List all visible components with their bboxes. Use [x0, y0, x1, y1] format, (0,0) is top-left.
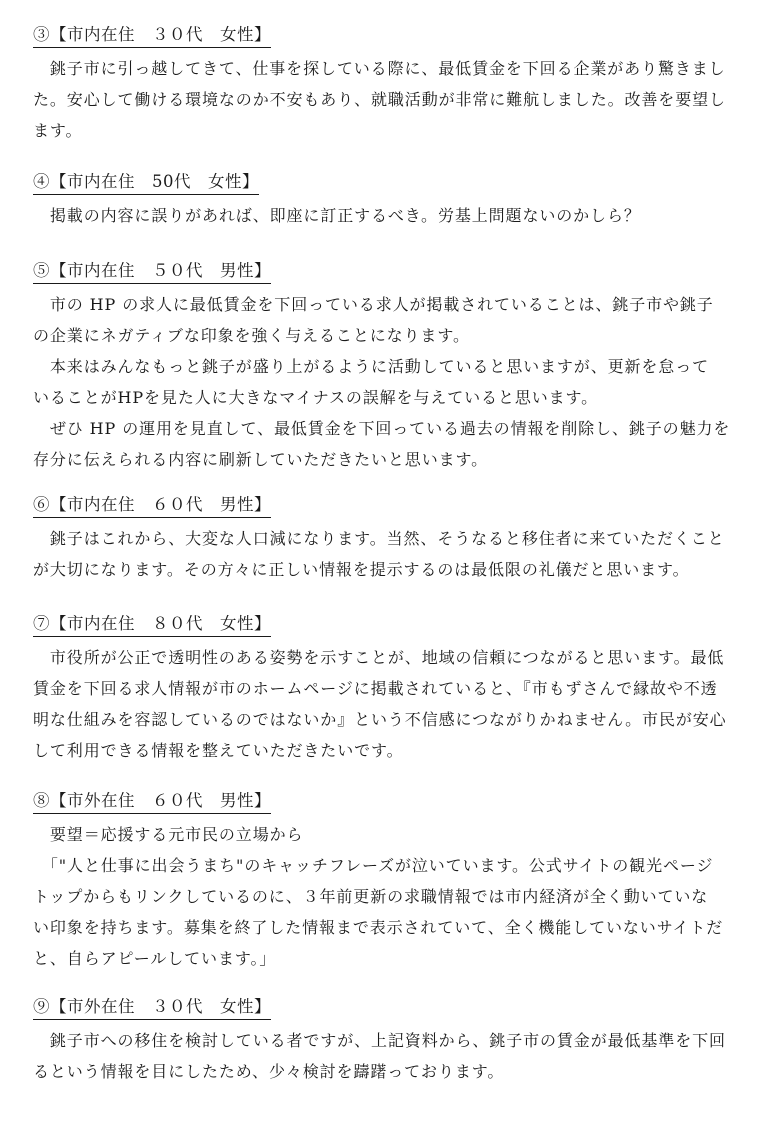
entry-body [33, 289, 733, 475]
comment-entry-8 [33, 790, 733, 974]
body-line: 賃金を下回る求人情報が市のホームページに掲載されていると、『市もずさんで縁故や不透 [33, 679, 718, 698]
entry-body [33, 523, 733, 585]
entry-heading: ⑥【市内在住 ６０代 男性】 [33, 494, 271, 518]
body-line: 「"人と仕事に出会うまち"のキャッチフレーズが泣いています。公式サイトの観光ページ [33, 856, 714, 875]
body-line: の企業にネガティブな印象を強く与えることになります。 [33, 326, 470, 345]
body-line: 要望＝応援する元市民の立場から [33, 825, 304, 844]
body-line: 市の HP の求人に最低賃金を下回っている求人が掲載されていることは、銚子市や銚子 [33, 295, 714, 314]
body-line: 存分に伝えられる内容に刷新していただきたいと思います。 [33, 450, 489, 469]
body-line: 明な仕組みを容認しているのではないか』という不信感につながりかねません。市民が安心 [33, 710, 727, 729]
comment-entry-5 [33, 260, 733, 475]
comment-entry-4 [33, 171, 733, 231]
body-line: ぜひ HP の運用を見直して、最低賃金を下回っている過去の情報を削除し、銚子の魅力を [33, 419, 731, 438]
comment-entry-9 [33, 996, 733, 1087]
body-line: い印象を持ちます。募集を終了した情報まで表示されていて、全く機能していないサイトだ [33, 918, 724, 937]
body-line: 掲載の内容に誤りがあれば、即座に訂正するべき。労基上問題ないのかしら？ [33, 206, 641, 225]
body-line: いることがHPを見た人に大きなマイナスの誤解を与えていると思います。 [33, 388, 599, 407]
body-line: 銚子はこれから、大変な人口減になります。当然、そうなると移住者に来ていただくこと [33, 529, 725, 548]
entry-heading: ④【市内在住 50代 女性】 [33, 171, 259, 195]
comment-entry-7 [33, 613, 733, 766]
body-line: 市役所が公正で透明性のある姿勢を示すことが、地域の信頼につながると思います。最低 [33, 648, 725, 667]
entry-heading: ⑤【市内在住 ５０代 男性】 [33, 260, 271, 284]
body-line: た。安心して働ける環境なのか不安もあり、就職活動が非常に難航しました。改善を要望し [33, 90, 726, 109]
body-line: 銚子市への移住を検討している者ですが、上記資料から、銚子市の賃金が最低基準を下回 [33, 1031, 726, 1050]
body-line: して利用できる情報を整えていただきたいです。 [33, 741, 404, 760]
body-line: 銚子市に引っ越してきて、仕事を探している際に、最低賃金を下回る企業があり驚きまし [33, 59, 726, 78]
body-line: 本来はみんなもっと銚子が盛り上がるように活動していると思いますが、更新を怠って [33, 357, 710, 376]
body-line: トップからもリンクしているのに、３年前更新の求職情報では市内経済が全く動いていな [33, 887, 709, 906]
comment-entry-6 [33, 494, 733, 585]
entry-body [33, 819, 733, 974]
entry-body [33, 1025, 733, 1087]
entry-body [33, 53, 733, 146]
entry-heading: ⑧【市外在住 ６０代 男性】 [33, 790, 271, 814]
body-line: と、自らアピールしています。」 [33, 949, 277, 968]
entry-heading: ③【市内在住 ３０代 女性】 [33, 24, 271, 48]
entry-body [33, 642, 733, 766]
entry-body [33, 200, 733, 231]
body-line: るという情報を目にしたため、少々検討を躊躇っております。 [33, 1062, 505, 1081]
body-line: が大切になります。その方々に正しい情報を提示するのは最低限の礼儀だと思います。 [33, 560, 690, 579]
comment-entry-3 [33, 24, 733, 146]
body-line: ます。 [33, 121, 83, 140]
entry-heading: ⑨【市外在住 ３０代 女性】 [33, 996, 271, 1020]
entry-heading: ⑦【市内在住 ８０代 女性】 [33, 613, 271, 637]
